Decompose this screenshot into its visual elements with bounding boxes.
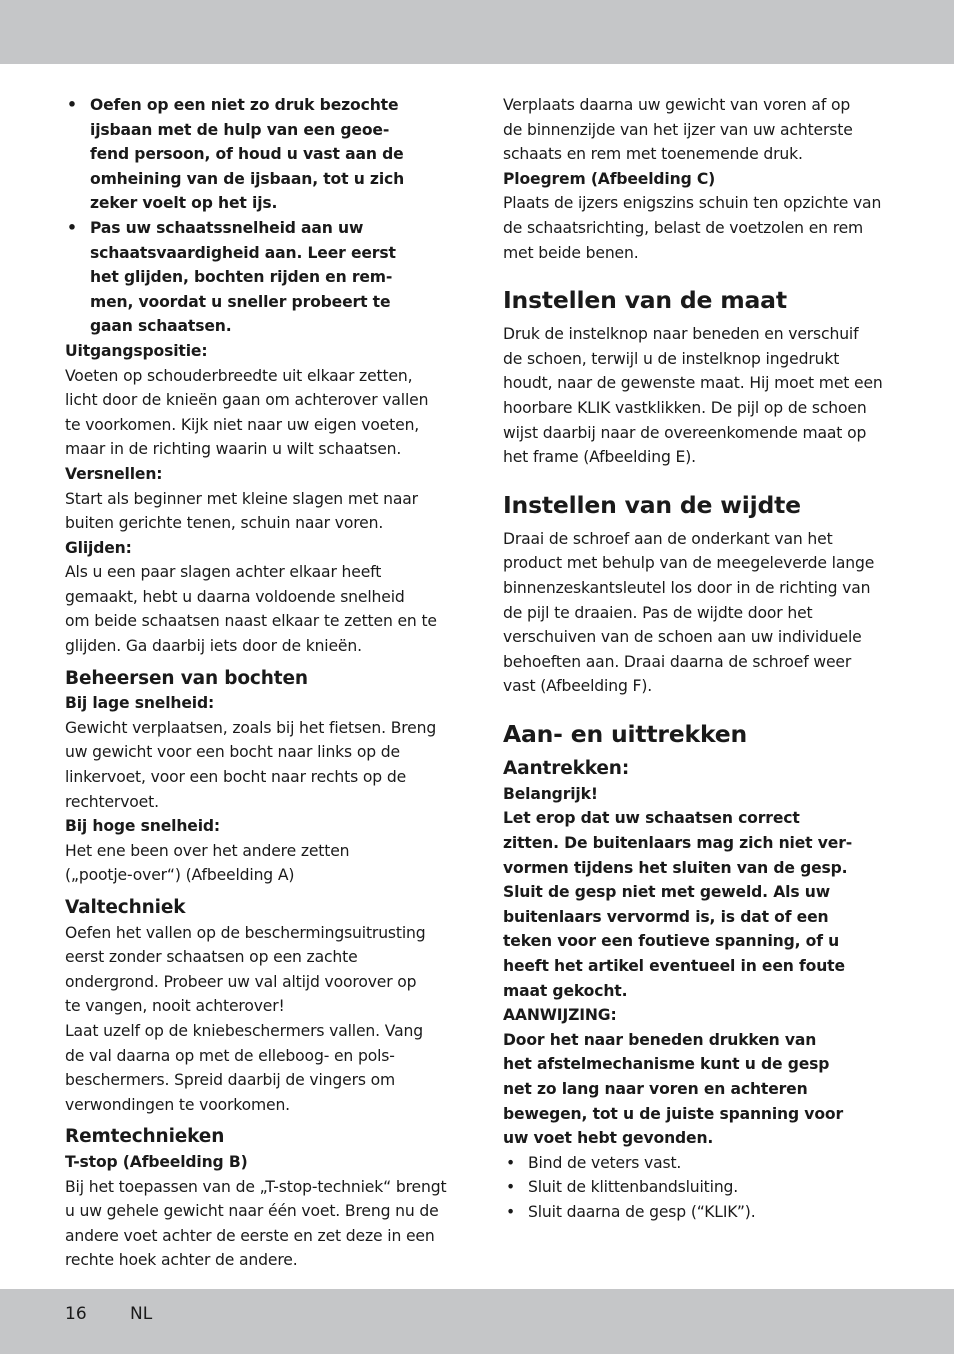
lage-snelheid-text: Gewicht verplaatsen, zoals bij het fietsen. Breng uw gewicht voor een bocht naar links op de linkervoet, voor een bocht naar rechts op de rechtervoet. <box>65 718 437 811</box>
ploegrem-label: Ploegrem (Afbeelding C) <box>503 169 716 188</box>
valtechniek-heading: Valtechniek <box>65 897 186 918</box>
bochten-heading: Beheersen van bochten <box>65 667 308 689</box>
glijden-text: Als u een paar slagen achter elkaar heeft gemaakt, hebt u daarna voldoende snelheid om beide schaatsen naast elkaar te zetten en te glijden. Ga daarbij iets door de knieën. <box>65 563 437 656</box>
step-item: • Sluit de klittenbandsluiting. <box>503 1175 895 1200</box>
hoge-snelheid-text: Het ene been over het andere zetten („pootje-over“) (Afbeelding A) <box>65 841 350 885</box>
tstop-continued-text: Verplaats daarna uw gewicht van voren af op de binnenzijde van het ijzer van uw achterste schaats en rem met toenemende druk. <box>503 96 853 164</box>
maat-heading: Instellen van de maat <box>503 286 787 315</box>
versnellen-label: Versnellen: <box>65 464 163 483</box>
remtechnieken-heading: Remtechnieken <box>65 1126 225 1148</box>
belangrijk-label: Belangrijk! <box>503 784 598 803</box>
aantrekken-steps-list <box>503 1151 895 1225</box>
left-column <box>65 93 457 1273</box>
aanwijzing-label: AANWIJZING: <box>503 1006 617 1025</box>
step-item: • Bind de veters vast. <box>503 1151 895 1176</box>
aan-uittrekken-heading: Aan- en uittrekken <box>503 719 748 748</box>
bullet-item: • Oefen op een niet zo druk bezochte ijsbaan met de hulp van een geoe- fend persoon, of houd u vast aan de omheining van de ijsbaan, tot u zich zeker voelt op het ijs. <box>65 93 457 216</box>
belangrijk-text: Let erop dat uw schaatsen correct zitten. De buitenlaars mag zich niet ver- vormen tijdens het sluiten van de gesp. Sluit de gesp niet met geweld. Als uw buitenlaars vervormd is, is dat of een teken voor een foutieve spanning, of u heeft het artikel eventueel in een foute maat gekocht. <box>503 809 853 1000</box>
language-code: NL <box>130 1304 153 1324</box>
versnellen-text: Start als beginner met kleine slagen met naar buiten gerichte tenen, schuin naar voren. <box>65 489 418 533</box>
header-band <box>0 0 954 64</box>
page-number: 16 <box>65 1304 87 1324</box>
hoge-snelheid-label: Bij hoge snelheid: <box>65 817 221 836</box>
lage-snelheid-label: Bij lage snelheid: <box>65 694 215 713</box>
tstop-text: Bij het toepassen van de „T-stop-techniek“ brengt u uw gehele gewicht naar één voet. Breng nu de andere voet achter de eerste en zet deze in een rechte hoek achter de andere. <box>65 1177 447 1270</box>
aanwijzing-text: Door het naar beneden drukken van het afstelmechanisme kunt u de gesp net zo lang naar voren en achteren bewegen, tot u de juiste spanning voor uw voet hebt gevonden. <box>503 1030 843 1148</box>
valtechniek-text: Oefen het vallen op de beschermingsuitrusting eerst zonder schaatsen op een zachte ondergrond. Probeer uw val altijd voorover op te vangen, nooit achterover! Laat uzelf op de kniebeschermers vallen. Vang de val daarna op met de elleboog- en pols- beschermers. Spreid daarbij de vingers om verwondingen te voorkomen. <box>65 923 426 1114</box>
bullet-item: • Pas uw schaatssnelheid aan uw schaatsvaardigheid aan. Leer eerst het glijden, bochten rijden en rem- men, voordat u sneller probeert te gaan schaatsen. <box>65 216 457 339</box>
safety-bullet-list <box>65 93 457 339</box>
right-column <box>503 93 895 1225</box>
aantrekken-heading: Aantrekken: <box>503 757 630 779</box>
uitgangspositie-label: Uitgangspositie: <box>65 341 208 360</box>
step-item: • Sluit daarna de gesp (“KLIK”). <box>503 1200 895 1225</box>
glijden-label: Glijden: <box>65 538 132 557</box>
wijdte-heading: Instellen van de wijdte <box>503 490 801 519</box>
tstop-label: T-stop (Afbeelding B) <box>65 1152 248 1171</box>
wijdte-text: Draai de schroef aan de onderkant van het product met behulp van de meegeleverde lange binnenzeskantsleutel los door in de richting van de pijl te draaien. Pas de wijdte door het verschuiven van de schoen aan uw individuele behoeften aan. Draai daarna de schroef weer vast (Afbeelding F). <box>503 529 875 696</box>
ploegrem-text: Plaats de ijzers enigszins schuin ten opzichte van de schaatsrichting, belast de voetzolen en rem met beide benen. <box>503 194 882 262</box>
uitgangspositie-text: Voeten op schouderbreedte uit elkaar zetten, licht door de knieën gaan om achterover vallen te voorkomen. Kijk niet naar uw eigen voeten, maar in de richting waarin u wilt schaatsen. <box>65 366 429 459</box>
maat-text: Druk de instelknop naar beneden en verschuif de schoen, terwijl u de instelknop ingedrukt houdt, naar de gewenste maat. Hij moet met een hoorbare KLIK vastklikken. De pijl op de schoen wijst daarbij naar de overeenkomende maat op het frame (Afbeelding E). <box>503 325 883 467</box>
